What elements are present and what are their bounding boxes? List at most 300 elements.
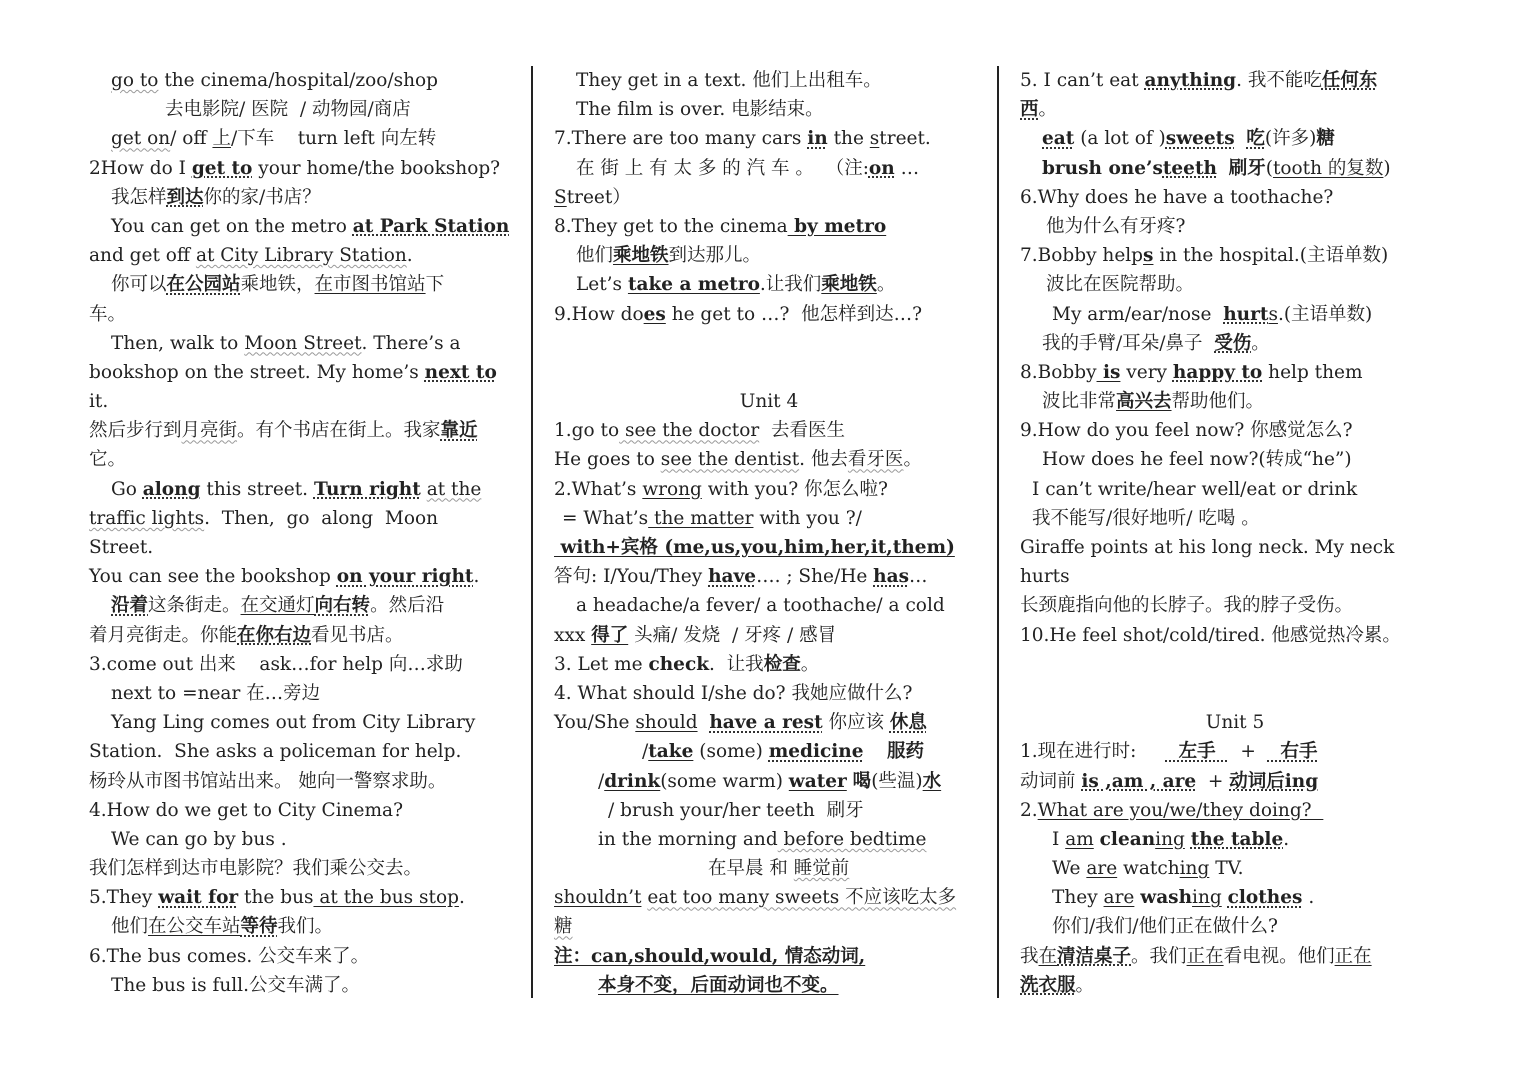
note-text: Let’s xyxy=(576,274,628,296)
note-text: 得了 xyxy=(591,624,629,646)
note-text: ) xyxy=(1383,157,1391,179)
note-text: s xyxy=(1268,303,1278,325)
note-text: Giraffe points at his long neck. My neck xyxy=(1020,537,1395,558)
note-line xyxy=(1020,445,1450,474)
note-text: at the bus stop xyxy=(313,887,459,909)
note-text: Unit 4 xyxy=(739,391,799,413)
note-line xyxy=(554,942,984,971)
note-text: ing xyxy=(1179,858,1210,880)
note-text: 2How do I xyxy=(89,157,192,179)
note-line xyxy=(554,971,984,1000)
note-text: 。 xyxy=(800,653,820,675)
note-text: 我 xyxy=(1020,945,1039,967)
blank-line xyxy=(1020,650,1450,679)
note-line xyxy=(554,270,984,299)
note-line xyxy=(554,737,984,766)
note-text: on your right xyxy=(336,566,474,588)
note-text: along xyxy=(142,478,201,500)
note-text: 我怎样 xyxy=(111,186,167,208)
note-text: I can’t write/hear well/eat or drink xyxy=(1032,478,1358,500)
note-line xyxy=(89,591,531,620)
note-text: .(主语单数) xyxy=(1277,303,1373,325)
note-text: 正在 xyxy=(1334,945,1372,967)
note-text: water xyxy=(788,770,847,792)
note-text: watch xyxy=(1117,858,1180,880)
note-text: happy to xyxy=(1172,361,1263,383)
note-text: 在 街 上 有 太 多 的 汽 车 。 （注: xyxy=(576,157,869,179)
note-line xyxy=(1020,621,1450,650)
unit-heading xyxy=(1020,708,1450,737)
note-line xyxy=(89,124,531,153)
note-text: xxx xyxy=(554,624,592,646)
note-line xyxy=(1020,591,1450,620)
note-text: 5.They xyxy=(89,887,159,909)
note-text: / off xyxy=(170,128,213,150)
note-text: 洗衣服 xyxy=(1020,974,1076,996)
note-line xyxy=(1020,66,1450,95)
note-text: brush one’s xyxy=(1042,157,1163,179)
note-line xyxy=(1020,825,1450,854)
note-text: very xyxy=(1120,361,1173,383)
note-text: 2.What’s xyxy=(554,478,643,500)
note-text: 正在 xyxy=(1186,945,1224,967)
note-text: 注：can,should,would, 情态动词, xyxy=(554,945,866,967)
note-text: 看电视。他们 xyxy=(1223,945,1335,967)
note-text: 波比非常 xyxy=(1042,391,1117,413)
column-divider-1 xyxy=(531,66,533,998)
note-text: (些温) xyxy=(871,770,923,792)
note-text: Station. She asks a policeman for help. xyxy=(89,741,462,763)
note-text: 3.come out 出来 ask…for help 向…求助 xyxy=(89,653,463,675)
note-line xyxy=(1020,416,1450,445)
note-line xyxy=(1020,562,1450,591)
note-text: / brush your/her teeth 刷牙 xyxy=(608,799,864,821)
note-text: eat too many sweets 不应该吃太多 xyxy=(647,887,957,909)
note-text: 受伤 xyxy=(1214,332,1252,354)
note-text: 在 xyxy=(1038,945,1058,967)
note-text: ( xyxy=(1265,157,1273,179)
note-line xyxy=(89,942,531,971)
note-text: 10.He feel shot/cold/tired. 他感觉热冷累。 xyxy=(1020,624,1401,646)
note-text xyxy=(698,712,710,733)
note-text: How does he feel now?(转成“he”) xyxy=(1042,449,1352,471)
note-text: 1.现在进行时: xyxy=(1020,741,1166,763)
note-line xyxy=(554,504,984,533)
note-text: 你应该 xyxy=(822,712,890,734)
note-text: clean xyxy=(1099,828,1156,850)
note-text: 我的手臂/耳朵/鼻子 xyxy=(1042,332,1215,354)
note-text: 然后步行到 xyxy=(89,420,182,442)
note-text: The bus is full.公交车满了。 xyxy=(111,974,360,996)
note-text: at Park Station xyxy=(352,215,510,237)
note-line xyxy=(554,183,984,212)
note-text: 6.The bus comes. 公交车来了。 xyxy=(89,945,370,967)
note-text: .让我们 xyxy=(759,274,822,296)
note-text: You can get on the metro xyxy=(111,215,353,237)
note-text: …. ; She/He xyxy=(756,566,874,588)
notes-column-unit5 xyxy=(1020,66,1450,1000)
note-text: 西 xyxy=(1020,99,1039,121)
note-text: ing xyxy=(1192,887,1222,909)
note-text: 在交通灯 xyxy=(240,595,315,617)
note-text: 杨玲从市图书馆站出来。 她向一警察求助。 xyxy=(89,770,447,792)
note-text: 7.Bobby help xyxy=(1020,245,1144,267)
note-line xyxy=(89,737,531,766)
note-line xyxy=(89,183,531,212)
note-text: treet） xyxy=(566,186,631,208)
note-text: go to xyxy=(111,70,159,91)
note-line xyxy=(89,475,531,504)
note-line xyxy=(1020,124,1450,153)
note-text: s xyxy=(1143,245,1154,267)
note-text: 去电影院/ 医院 / 动物园/商店 xyxy=(165,99,411,121)
note-line xyxy=(554,854,984,883)
note-text: 。 xyxy=(1038,99,1058,121)
note-text: hurt xyxy=(1223,303,1269,325)
note-text: 长颈鹿指向他的长脖子。我的脖子受伤。 xyxy=(1020,595,1354,617)
note-text: wrong xyxy=(642,478,702,500)
note-text: 你的家/书店？ xyxy=(203,186,321,208)
note-text: 。 xyxy=(903,449,922,471)
note-line xyxy=(554,679,984,708)
note-text: (许多) xyxy=(1264,128,1317,150)
note-text: 乘地铁 xyxy=(613,245,669,267)
blank-line xyxy=(554,358,984,387)
note-line xyxy=(554,591,984,620)
note-text: Street. xyxy=(89,537,154,558)
note-line xyxy=(1020,270,1450,299)
note-text: 沿着 xyxy=(111,595,149,617)
note-text: They xyxy=(1052,887,1104,909)
note-text: get on xyxy=(111,128,171,150)
note-text: 动词后ing xyxy=(1229,770,1319,792)
note-text: is ,am , are xyxy=(1081,770,1197,792)
note-line xyxy=(89,971,531,1000)
note-line xyxy=(554,883,984,912)
note-text: wash xyxy=(1140,887,1193,909)
note-line xyxy=(89,66,531,95)
note-text: hurts xyxy=(1020,566,1070,588)
note-text: ing xyxy=(1155,828,1185,850)
note-line xyxy=(1020,942,1450,971)
note-text: with you? 你怎么啦? xyxy=(701,478,888,500)
note-text: … xyxy=(894,157,920,179)
note-text: 9.How do you feel now? 你感觉怎么? xyxy=(1020,420,1353,442)
note-line xyxy=(554,212,984,241)
note-text: S xyxy=(554,186,567,208)
note-line xyxy=(89,387,531,416)
note-text: 看见书店。 xyxy=(311,624,404,646)
note-text: see the dentist xyxy=(660,449,800,471)
note-text: with you ?/ xyxy=(753,507,862,529)
note-text: next to xyxy=(424,361,497,383)
note-line xyxy=(554,300,984,329)
note-text: . xyxy=(406,245,413,267)
note-text: clothes xyxy=(1227,887,1303,909)
blank-line xyxy=(1020,679,1450,708)
note-text: 着月亮街走。你能 xyxy=(89,624,238,646)
note-text: traffic lights xyxy=(89,507,205,529)
note-text: 糖 xyxy=(1316,128,1335,150)
note-text: /下车 turn left 向左转 xyxy=(230,128,437,150)
note-text: 右手 xyxy=(1267,741,1318,763)
note-line xyxy=(1020,358,1450,387)
note-text: have xyxy=(708,566,757,588)
note-text: 他为什么有牙疼? xyxy=(1046,215,1186,237)
note-text: 刷牙 xyxy=(1228,157,1266,179)
note-text: 高兴去 xyxy=(1116,391,1172,413)
note-text: 在市图书馆站 xyxy=(314,274,426,296)
note-text: 4.How do we get to City Cinema? xyxy=(89,799,403,821)
note-line xyxy=(1020,95,1450,124)
note-text: / xyxy=(642,741,649,763)
note-text: am xyxy=(1065,828,1094,850)
note-text: (some warm) xyxy=(660,770,789,792)
note-text: treet. xyxy=(879,128,931,150)
note-text: = What’s xyxy=(562,507,649,529)
note-text: 头痛/ 发烧 / 牙疼 / 感冒 xyxy=(628,624,837,646)
note-text: . There’s a xyxy=(361,332,461,354)
note-text: 波比在医院帮助。 xyxy=(1046,274,1195,296)
note-text: 上 xyxy=(212,128,231,150)
note-text: 吃 xyxy=(1246,128,1265,150)
note-text: 清洁桌子 xyxy=(1057,945,1132,967)
note-line xyxy=(554,912,984,941)
note-text: Moon Street xyxy=(244,332,362,354)
note-text: 9.How do xyxy=(554,303,644,325)
note-text: They get in a text. 他们上出租车。 xyxy=(576,70,882,91)
note-text xyxy=(864,741,888,762)
note-text xyxy=(1217,158,1229,179)
note-line xyxy=(1020,533,1450,562)
note-text: The film is over. 电影结束。 xyxy=(576,99,824,121)
note-text: help them xyxy=(1262,361,1363,383)
note-text: 乘地铁 xyxy=(821,274,877,296)
note-text: 他们 xyxy=(111,916,149,938)
note-text: 月亮街 xyxy=(181,420,238,442)
note-text: He goes to xyxy=(554,449,661,471)
note-text: should xyxy=(635,712,698,734)
note-text: 你可以 xyxy=(111,274,167,296)
note-line xyxy=(554,95,984,124)
note-text: have a rest xyxy=(709,712,823,734)
note-text: 。 xyxy=(1251,332,1270,354)
note-text: drink xyxy=(604,770,661,792)
note-text: 2. xyxy=(1020,799,1038,821)
note-text: 水 xyxy=(922,770,942,792)
note-line xyxy=(1020,504,1450,533)
note-text: . xyxy=(458,887,465,909)
note-line xyxy=(89,883,531,912)
note-line xyxy=(1020,971,1450,1000)
note-text: take xyxy=(648,741,694,763)
note-text: 1.go to xyxy=(554,420,620,442)
note-line xyxy=(554,445,984,474)
note-line xyxy=(89,241,531,270)
note-text: this street. xyxy=(200,478,314,500)
note-line xyxy=(89,796,531,825)
note-line xyxy=(1020,767,1450,796)
note-text: … xyxy=(909,566,928,588)
note-text: 在早晨 和 xyxy=(708,858,794,880)
note-line xyxy=(554,475,984,504)
unit-heading xyxy=(554,387,984,416)
note-text: bookshop on the street. My home’s xyxy=(89,361,425,383)
note-line xyxy=(1020,154,1450,183)
note-text: 8.They get to the cinema xyxy=(554,215,788,237)
note-text: the cinema/hospital/zoo/shop xyxy=(158,70,439,91)
note-text: shouldn’t xyxy=(554,887,642,909)
note-line xyxy=(1020,300,1450,329)
note-text: + xyxy=(1196,770,1230,792)
note-line xyxy=(1020,883,1450,912)
note-text: You/She xyxy=(554,712,636,734)
note-text: 我们怎样到达市电影院？我们乘公交去。 xyxy=(89,858,423,880)
note-text: I xyxy=(1052,828,1066,850)
note-line xyxy=(1020,387,1450,416)
note-text: check xyxy=(648,653,710,675)
note-text: before bedtime xyxy=(777,828,927,850)
note-text: (a lot of ) xyxy=(1074,128,1166,150)
note-text: he get to …? 他怎样到达…? xyxy=(665,303,923,325)
note-text: 喝 xyxy=(852,770,872,792)
note-text: We can go by bus . xyxy=(111,828,287,850)
note-line xyxy=(89,679,531,708)
note-line xyxy=(89,212,531,241)
note-text: 。有个书店在街上。我家 xyxy=(237,420,441,442)
note-line xyxy=(554,621,984,650)
note-line xyxy=(89,562,531,591)
note-text: 在公园站 xyxy=(166,274,241,296)
note-line xyxy=(1020,737,1450,766)
note-text: 动词前 xyxy=(1020,770,1082,792)
note-text: What are you/we/they doing? xyxy=(1037,799,1324,821)
note-text: + xyxy=(1228,741,1268,763)
note-text: 在你右边 xyxy=(237,624,312,646)
note-text: 左手 xyxy=(1165,741,1229,763)
note-text: . 我不能吃 xyxy=(1236,70,1322,91)
note-text: Go xyxy=(111,478,143,500)
note-text: the matter xyxy=(648,507,754,529)
note-text: next to =near 在…旁边 xyxy=(111,682,321,704)
note-text: . 他去 xyxy=(799,449,848,471)
note-text: take a metro xyxy=(627,274,760,296)
note-line xyxy=(554,154,984,183)
note-line xyxy=(89,504,531,533)
note-text: Unit 5 xyxy=(1205,712,1265,734)
note-text: at City Library Station xyxy=(195,245,407,267)
note-line xyxy=(89,825,531,854)
note-text: 在公交车站 xyxy=(148,916,241,938)
note-text: 下 xyxy=(425,274,445,296)
note-text: We xyxy=(1052,858,1087,880)
note-text: (some) xyxy=(693,741,769,763)
note-text: 向右转 xyxy=(314,595,371,617)
note-text: 去看医生 xyxy=(759,420,845,442)
note-line xyxy=(89,650,531,679)
note-text: 它。 xyxy=(89,449,127,471)
note-text: the bus xyxy=(238,887,314,909)
note-text: 5. I can’t eat xyxy=(1020,70,1145,91)
note-line xyxy=(1020,183,1450,212)
note-text: a headache/a fever/ a toothache/ a cold xyxy=(576,595,945,617)
note-text: Turn right xyxy=(313,478,421,500)
note-text: tooth 的复数 xyxy=(1272,157,1384,179)
note-text: 靠近 xyxy=(440,420,478,442)
note-text: 服药 xyxy=(887,741,925,763)
note-text: eat xyxy=(1042,128,1075,150)
note-text: 。 xyxy=(876,274,896,296)
note-text: 看牙医 xyxy=(847,449,904,471)
note-text: TV. xyxy=(1209,858,1244,880)
note-text: . xyxy=(473,566,480,588)
note-text: 3. Let me xyxy=(554,653,649,675)
note-text: 8.Bobby xyxy=(1020,361,1097,383)
note-text: 帮助他们。 xyxy=(1171,391,1265,413)
note-text: 糖 xyxy=(554,916,573,938)
note-text: es xyxy=(643,303,666,325)
note-line xyxy=(554,66,984,95)
note-text: your home/the bookshop? xyxy=(252,157,501,179)
note-text: the table xyxy=(1190,828,1284,850)
note-text: 车。 xyxy=(89,303,127,325)
note-text: with+宾格 (me,us,you,him,her,it,them) xyxy=(554,537,955,558)
note-text: 。我们 xyxy=(1131,945,1187,967)
note-text: see the doctor xyxy=(619,420,760,442)
note-text: 。然后沿 xyxy=(370,595,445,617)
note-line xyxy=(89,854,531,883)
note-text: . Then, go along Moon xyxy=(204,507,439,529)
note-line xyxy=(554,796,984,825)
note-line xyxy=(1020,796,1450,825)
note-text: 任何东 xyxy=(1321,70,1378,91)
note-text: are xyxy=(1086,858,1118,880)
note-text: anything xyxy=(1144,70,1237,91)
note-text: 休息 xyxy=(889,712,927,734)
note-text: medicine xyxy=(768,741,864,763)
blank-line xyxy=(554,329,984,358)
note-line xyxy=(89,416,531,445)
note-text: . 让我 xyxy=(709,653,764,675)
notes-column-unit4 xyxy=(554,66,984,1000)
note-text: wait for xyxy=(158,887,239,909)
note-line xyxy=(89,95,531,124)
note-text: has xyxy=(873,566,910,588)
note-line xyxy=(89,533,531,562)
note-text: . xyxy=(1302,887,1315,909)
note-text: it. xyxy=(89,391,109,413)
note-line xyxy=(554,416,984,445)
note-text: 7.There are too many cars xyxy=(554,128,808,150)
note-text: 检查 xyxy=(763,653,801,675)
note-text: 到达 xyxy=(166,186,204,208)
note-text: 6.Why does he have a toothache? xyxy=(1020,186,1334,208)
note-text: 等待 xyxy=(240,916,278,938)
note-line xyxy=(554,124,984,153)
note-text: 乘地铁， xyxy=(240,274,315,296)
note-line xyxy=(89,621,531,650)
note-text: 我们。 xyxy=(277,916,334,938)
note-line xyxy=(89,912,531,941)
note-text: at the xyxy=(426,478,482,500)
note-text: You can see the bookshop xyxy=(89,566,337,588)
note-line xyxy=(554,767,984,796)
note-line xyxy=(1020,475,1450,504)
note-text: 这条街走。 xyxy=(148,595,241,617)
note-text: 。 xyxy=(1075,974,1095,996)
note-text: in the morning and xyxy=(598,828,778,850)
note-text: My arm/ear/nose xyxy=(1052,303,1224,325)
